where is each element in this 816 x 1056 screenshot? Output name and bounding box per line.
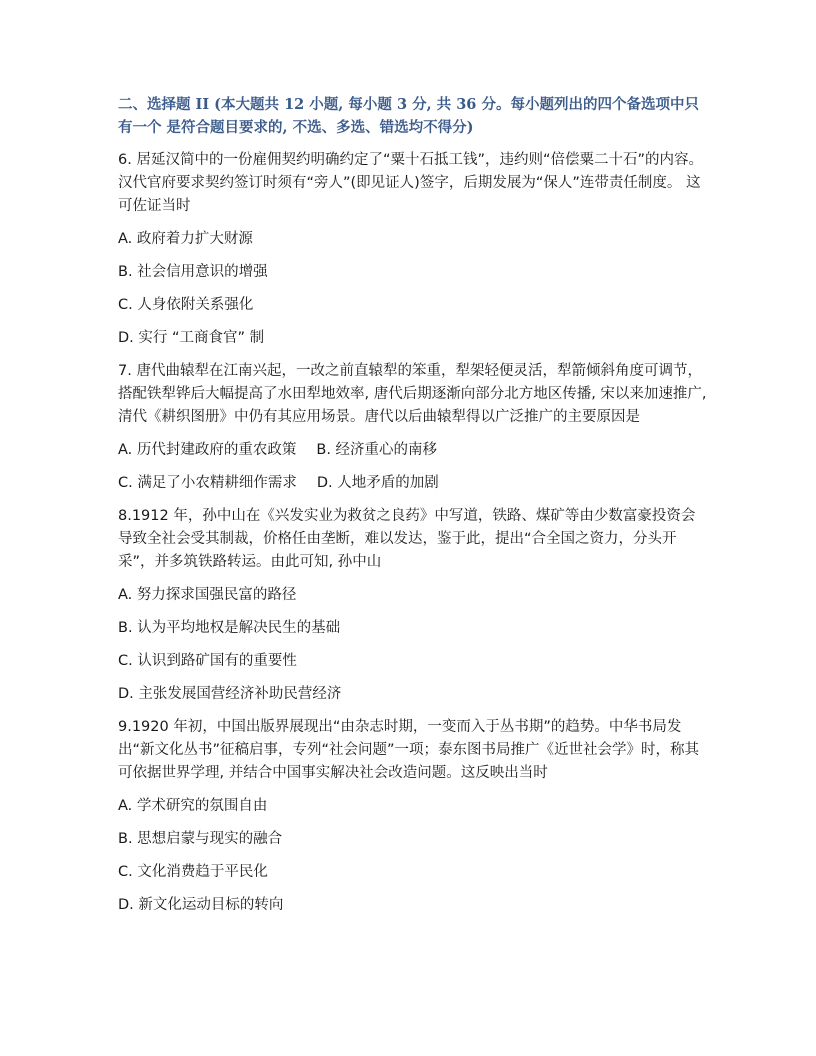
option-c: C. 认识到路矿国有的重要性 [118, 653, 297, 669]
option-a: A. 努力探求国强民富的路径 [118, 587, 297, 603]
section-header: 二、选择题 II (本大题共 12 小题, 每小题 3 分, 共 36 分。每小题列出的四个备选项中只有一个 是符合题目要求的, 不选、多选、错选均不得分) [118, 96, 699, 136]
option-b: B. 思想启蒙与现实的融合 [118, 831, 283, 847]
option-c: C. 满足了小农精耕细作需求 [118, 475, 297, 491]
option-d: D. 实行 “工商食官” 制 [118, 330, 265, 346]
option-b: B. 经济重心的南移 [316, 442, 438, 458]
question-stem: 8.1912 年，孙中山在《兴发实业为救贫之良药》中写道，铁路、煤矿等由少数富豪投资会导致全社会受其制裁，价格任由垄断，难以发达，鉴于此，提出“合全国之资力，分头开采”，并多筑铁路转运。由此可知, 孙中山 [118, 508, 696, 570]
option-c: C. 人身依附关系强化 [118, 297, 254, 313]
question-9 [118, 716, 708, 917]
question-stem: 6. 居延汉简中的一份雇佣契约明确约定了“粟十石抵工钱”，违约则“倍偿粟二十石”的内容。 汉代官府要求契约签订时须有“旁人”(即见证人)签字，后期发展为“保人”连带责任制度。 这可佐证当时 [118, 152, 703, 214]
option-d: D. 新文化运动目标的转向 [118, 897, 284, 913]
question-8 [118, 505, 708, 706]
option-c: C. 文化消费趋于平民化 [118, 864, 268, 880]
option-d: D. 主张发展国营经济补助民营经济 [118, 686, 342, 702]
option-b: B. 认为平均地权是解决民生的基础 [118, 620, 341, 636]
option-b: B. 社会信用意识的增强 [118, 264, 268, 280]
option-d: D. 人地矛盾的加剧 [316, 475, 439, 491]
exam-page [118, 93, 708, 927]
question-6 [118, 149, 708, 350]
option-row [118, 472, 708, 495]
option-a: A. 历代封建政府的重农政策 [118, 442, 297, 458]
option-row [118, 439, 708, 462]
question-stem: 9.1920 年初，中国出版界展现出“由杂志时期，一变而入于丛书期”的趋势。中华书局发出“新文化丛书”征稿启事，专列“社会问题”一项；泰东图书局推广《近世社会学》时，称其可依据世界学理, 并结合中国事实解决社会改造问题。这反映出当时 [118, 719, 700, 781]
option-a: A. 学术研究的氛围自由 [118, 798, 268, 814]
option-a: A. 政府着力扩大财源 [118, 231, 253, 247]
question-stem: 7. 唐代曲辕犁在江南兴起，一改之前直辕犁的笨重，犁架轻便灵活，犁箭倾斜角度可调节，搭配铁犁铧后大幅提高了水田犁地效率, 唐代后期逐渐向部分北方地区传播, 宋以来加速推广, 清代《耕织图册》中仍有其应用场景。唐代以后曲辕犁得以广泛推广的主要原因是 [118, 363, 707, 425]
question-7 [118, 360, 708, 495]
